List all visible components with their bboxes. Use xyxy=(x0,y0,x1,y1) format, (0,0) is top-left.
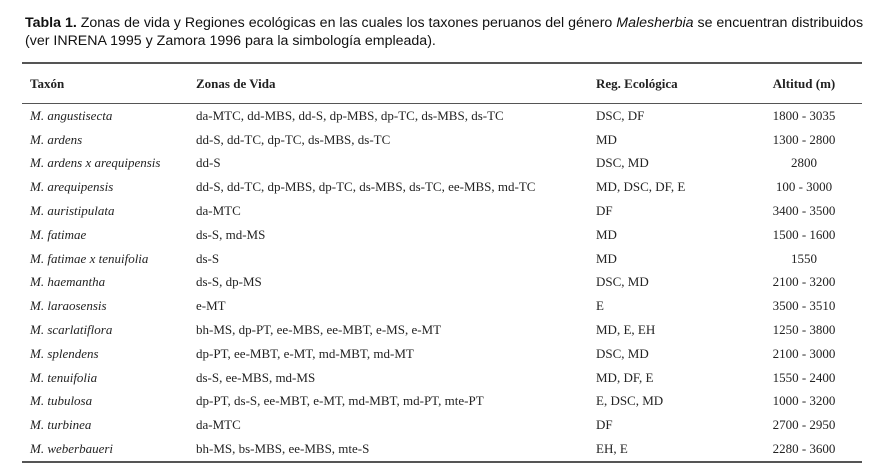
table-row xyxy=(22,318,862,342)
altitud-cell: 2280 - 3600 xyxy=(746,437,862,462)
header-taxon: Taxón xyxy=(22,63,196,104)
taxon-cell: M. weberbaueri xyxy=(22,437,196,462)
malesherbia-table xyxy=(22,62,862,463)
region-ecologica-cell: DF xyxy=(596,417,613,433)
region-ecologica-cell: DSC, DF xyxy=(596,107,645,123)
zonas-de-vida-cell: dd-S xyxy=(196,155,221,171)
taxon-cell: M. scarlatiflora xyxy=(30,322,113,338)
region-ecologica-cell: MD xyxy=(596,131,617,147)
zonas-de-vida-cell: bh-MS, dp-PT, ee-MBS, ee-MBT, e-MS, e-MT xyxy=(196,322,442,338)
altitud-cell: 2800 xyxy=(791,155,817,171)
altitud-cell: 1550 xyxy=(791,250,817,266)
zonas-de-vida-cell: da-MTC xyxy=(196,203,241,219)
caption-label: Tabla 1. xyxy=(25,15,77,31)
altitud-cell: 1300 - 2800 xyxy=(772,131,836,147)
altitud-cell: 1000 - 3200 xyxy=(772,393,836,409)
taxon-cell: M. turbinea xyxy=(30,417,92,433)
region-ecologica-cell: MD xyxy=(596,250,617,266)
table-header xyxy=(22,63,862,104)
taxon-cell: M. splendens xyxy=(30,345,99,361)
table-caption xyxy=(25,14,870,50)
caption-text-after: se encuentran distribuidos (ver INRENA 1995 y Zamora 1996 para la simbología empleada). xyxy=(25,15,864,49)
table-row xyxy=(22,223,862,247)
table-row xyxy=(22,104,862,128)
zonas-de-vida-cell: ds-S, ee-MBS, md-MS xyxy=(196,369,316,385)
taxon-cell: M. ardens x arequipensis xyxy=(30,155,161,171)
altitud-cell: 2100 - 3000 xyxy=(772,345,836,361)
table-row xyxy=(22,294,862,318)
region-ecologica-cell: DSC, MD xyxy=(596,274,649,290)
region-ecologica-cell: DF xyxy=(596,203,613,219)
zonas-de-vida-cell: da-MTC, dd-MBS, dd-S, dp-MBS, dp-TC, ds-MBS, ds-TC xyxy=(196,107,504,123)
altitud-cell: 2700 - 2950 xyxy=(772,417,836,433)
altitud-cell: 100 - 3000 xyxy=(775,179,833,195)
region-ecologica-cell: EH, E xyxy=(596,437,746,462)
caption-text-before: Zonas de vida y Regiones ecológicas en las cuales los taxones peruanos del género xyxy=(76,15,617,31)
region-ecologica-cell: MD, E, EH xyxy=(596,322,656,338)
header-altitud: Altitud (m) xyxy=(746,63,862,104)
header-zonas-de-vida: Zonas de Vida xyxy=(196,63,596,104)
taxon-cell: M. laraosensis xyxy=(30,298,107,314)
table-row xyxy=(22,342,862,366)
altitud-cell: 3500 - 3510 xyxy=(772,298,836,314)
taxon-cell: M. haemantha xyxy=(30,274,106,290)
header-row xyxy=(22,63,862,104)
zonas-de-vida-cell: e-MT xyxy=(196,298,226,314)
region-ecologica-cell: E, DSC, MD xyxy=(596,393,664,409)
altitud-cell: 1800 - 3035 xyxy=(772,107,836,123)
altitud-cell: 1500 - 1600 xyxy=(772,226,836,242)
region-ecologica-cell: DSC, MD xyxy=(596,345,649,361)
table-row xyxy=(22,152,862,176)
zonas-de-vida-cell: ds-S, dp-MS xyxy=(196,274,262,290)
table-row xyxy=(22,175,862,199)
altitud-cell: 1550 - 2400 xyxy=(772,369,836,385)
table-row xyxy=(22,199,862,223)
zonas-de-vida-cell: da-MTC xyxy=(196,417,241,433)
table-row xyxy=(22,271,862,295)
taxon-cell: M. ardens xyxy=(30,131,83,147)
table-body xyxy=(22,104,862,462)
caption-genus: Malesherbia xyxy=(616,15,694,31)
region-ecologica-cell: E xyxy=(596,298,604,314)
taxon-cell: M. tubulosa xyxy=(30,393,93,409)
altitud-cell: 2100 - 3200 xyxy=(772,274,836,290)
table-row xyxy=(22,366,862,390)
altitud-cell: 1250 - 3800 xyxy=(772,322,836,338)
taxon-cell: M. arequipensis xyxy=(30,179,114,195)
zonas-de-vida-cell: dp-PT, ds-S, ee-MBT, e-MT, md-MBT, md-PT, mte-PT xyxy=(196,393,484,409)
taxon-cell: M. fatimae xyxy=(30,226,87,242)
taxon-cell: M. tenuifolia xyxy=(30,369,98,385)
taxon-cell: M. auristipulata xyxy=(30,203,115,219)
taxon-cell: M. angustisecta xyxy=(30,107,113,123)
zonas-de-vida-cell: dp-PT, ee-MBT, e-MT, md-MBT, md-MT xyxy=(196,345,414,361)
region-ecologica-cell: MD, DF, E xyxy=(596,369,654,385)
region-ecologica-cell: MD, DSC, DF, E xyxy=(596,179,686,195)
zonas-de-vida-cell: ds-S, md-MS xyxy=(196,226,266,242)
table-row xyxy=(22,128,862,152)
table-row xyxy=(22,413,862,437)
zonas-de-vida-cell: dd-S, dd-TC, dp-MBS, dp-TC, ds-MBS, ds-TC, ee-MBS, md-TC xyxy=(196,179,536,195)
zonas-de-vida-cell: dd-S, dd-TC, dp-TC, ds-MBS, ds-TC xyxy=(196,131,391,147)
taxon-cell: M. fatimae x tenuifolia xyxy=(30,250,149,266)
table-row xyxy=(22,390,862,414)
zonas-de-vida-cell: ds-S xyxy=(196,250,220,266)
table-row xyxy=(22,437,862,462)
table-row xyxy=(22,247,862,271)
zonas-de-vida-cell: bh-MS, bs-MBS, ee-MBS, mte-S xyxy=(196,437,596,462)
table-container xyxy=(22,62,862,463)
region-ecologica-cell: MD xyxy=(596,226,617,242)
header-region-ecologica: Reg. Ecológica xyxy=(596,63,746,104)
altitud-cell: 3400 - 3500 xyxy=(772,203,836,219)
region-ecologica-cell: DSC, MD xyxy=(596,155,649,171)
